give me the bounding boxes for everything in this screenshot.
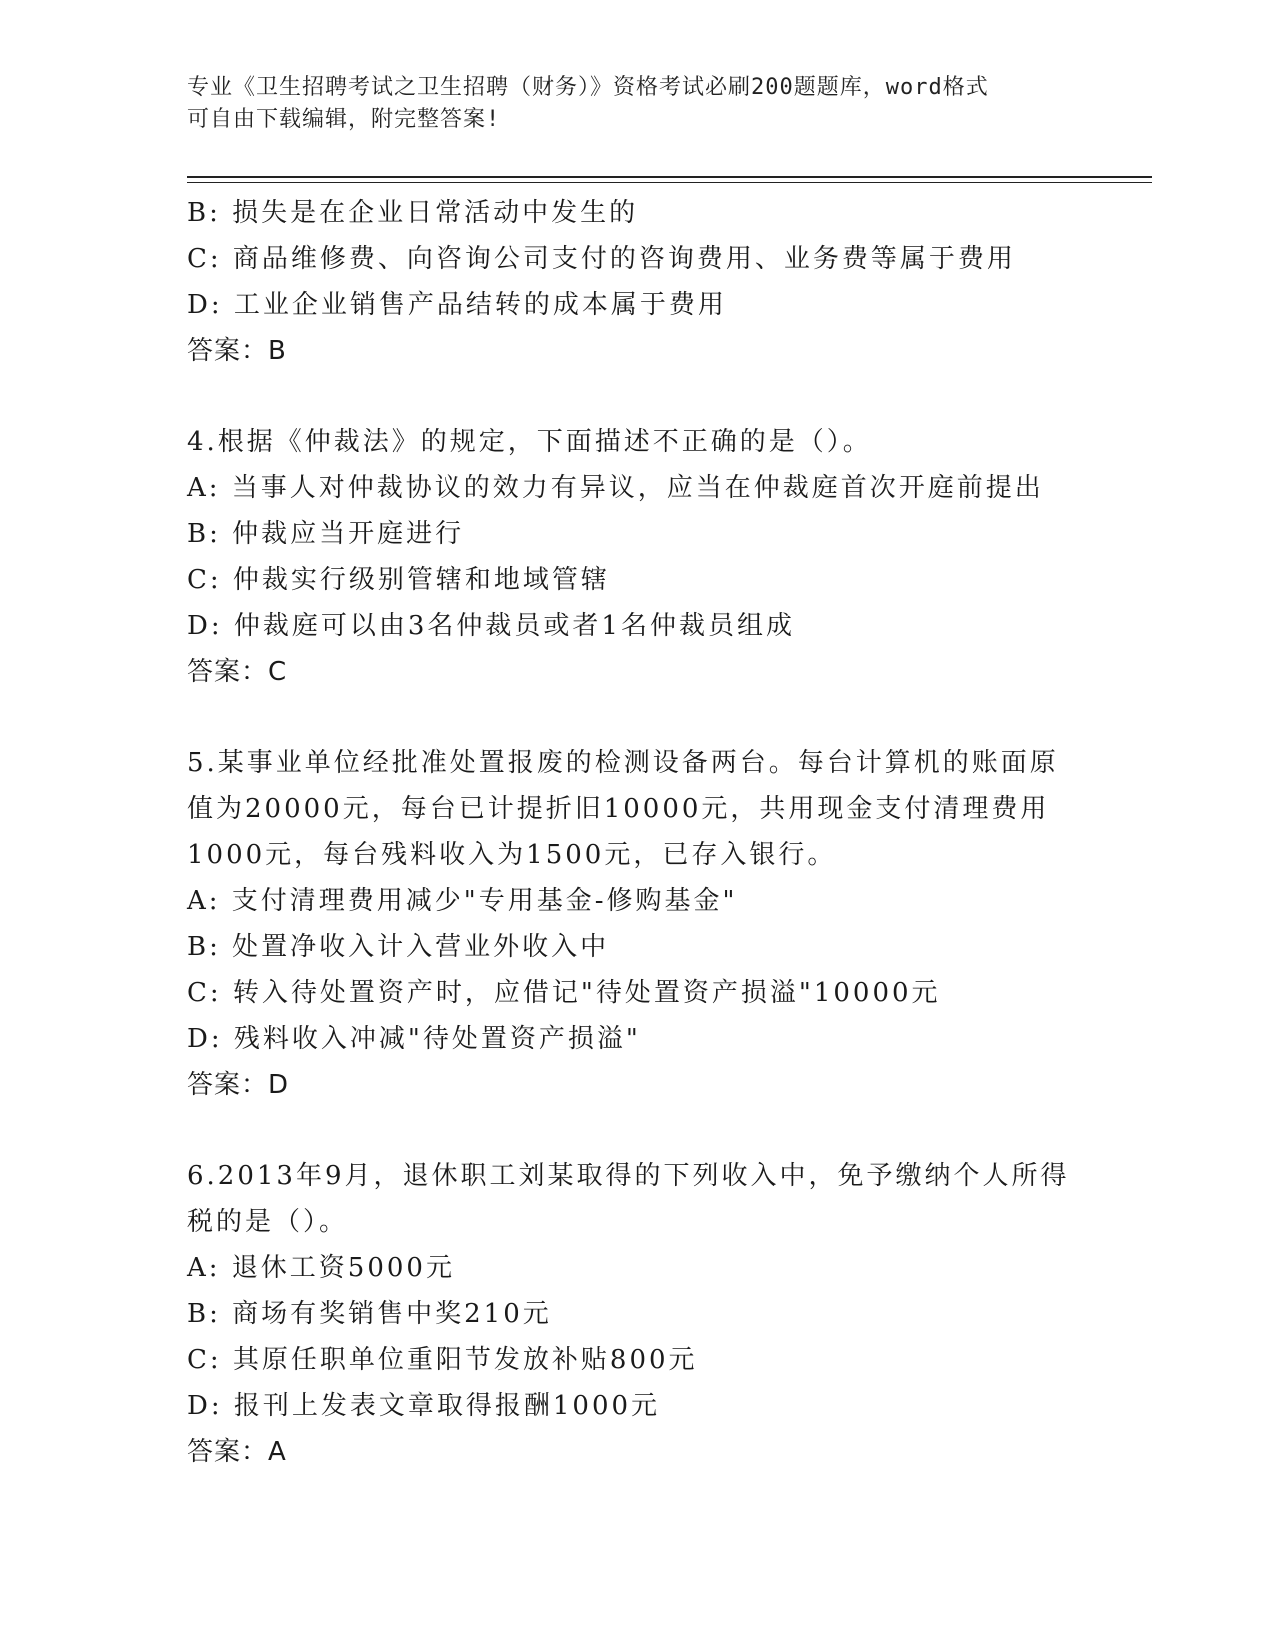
option-d: D: 残料收入冲减"待处置资产损溢" bbox=[187, 1024, 641, 1054]
header-line-1: 专业《卫生招聘考试之卫生招聘（财务）》资格考试必刷200题题库，word格式 bbox=[187, 75, 989, 100]
option-a: A: 当事人对仲裁协议的效力有异议，应当在仲裁庭首次开庭前提出 bbox=[187, 473, 1044, 503]
question-4 bbox=[187, 419, 1087, 695]
question-stem: 4.根据《仲裁法》的规定，下面描述不正确的是（）。 bbox=[187, 427, 872, 457]
question-6 bbox=[187, 1153, 1087, 1475]
option-c: C: 仲裁实行级别管辖和地域管辖 bbox=[187, 565, 610, 595]
header-line-2: 可自由下载编辑，附完整答案! bbox=[187, 107, 501, 132]
answer-label: 答案：C bbox=[187, 657, 288, 687]
option-b: B: 损失是在企业日常活动中发生的 bbox=[187, 198, 639, 228]
option-d: D: 工业企业销售产品结转的成本属于费用 bbox=[187, 290, 727, 320]
question-list bbox=[187, 190, 1087, 1475]
option-a: A: 支付清理费用减少"专用基金-修购基金" bbox=[187, 886, 738, 916]
option-a: A: 退休工资5000元 bbox=[187, 1253, 455, 1283]
document-header bbox=[187, 72, 1067, 136]
question-stem-line-2: 值为20000元，每台已计提折旧10000元，共用现金支付清理费用 bbox=[187, 794, 1050, 824]
option-c: C: 转入待处置资产时，应借记"待处置资产损溢"10000元 bbox=[187, 978, 941, 1008]
question-stem-line-3: 1000元，每台残料收入为1500元，已存入银行。 bbox=[187, 840, 837, 870]
option-c: C: 其原任职单位重阳节发放补贴800元 bbox=[187, 1345, 698, 1375]
option-b: B: 处置净收入计入营业外收入中 bbox=[187, 932, 610, 962]
question-stem-line-2: 税的是（）。 bbox=[187, 1207, 349, 1237]
answer-label: 答案：B bbox=[187, 336, 287, 366]
option-d: D: 仲裁庭可以由3名仲裁员或者1名仲裁员组成 bbox=[187, 611, 795, 641]
option-b: B: 商场有奖销售中奖210元 bbox=[187, 1299, 552, 1329]
header-divider-thin bbox=[187, 182, 1152, 183]
option-b: B: 仲裁应当开庭进行 bbox=[187, 519, 465, 549]
option-d: D: 报刊上发表文章取得报酬1000元 bbox=[187, 1391, 661, 1421]
answer-label: 答案：A bbox=[187, 1437, 287, 1467]
question-stem-line-1: 5.某事业单位经批准处置报废的检测设备两台。每台计算机的账面原 bbox=[187, 748, 1059, 778]
option-c: C: 商品维修费、向咨询公司支付的咨询费用、业务费等属于费用 bbox=[187, 244, 1016, 274]
question-stem-line-1: 6.2013年9月，退休职工刘某取得的下列收入中，免予缴纳个人所得 bbox=[187, 1161, 1070, 1191]
header-divider bbox=[187, 176, 1152, 178]
question-5 bbox=[187, 740, 1087, 1108]
question-3-tail bbox=[187, 190, 1087, 374]
answer-label: 答案：D bbox=[187, 1070, 290, 1100]
